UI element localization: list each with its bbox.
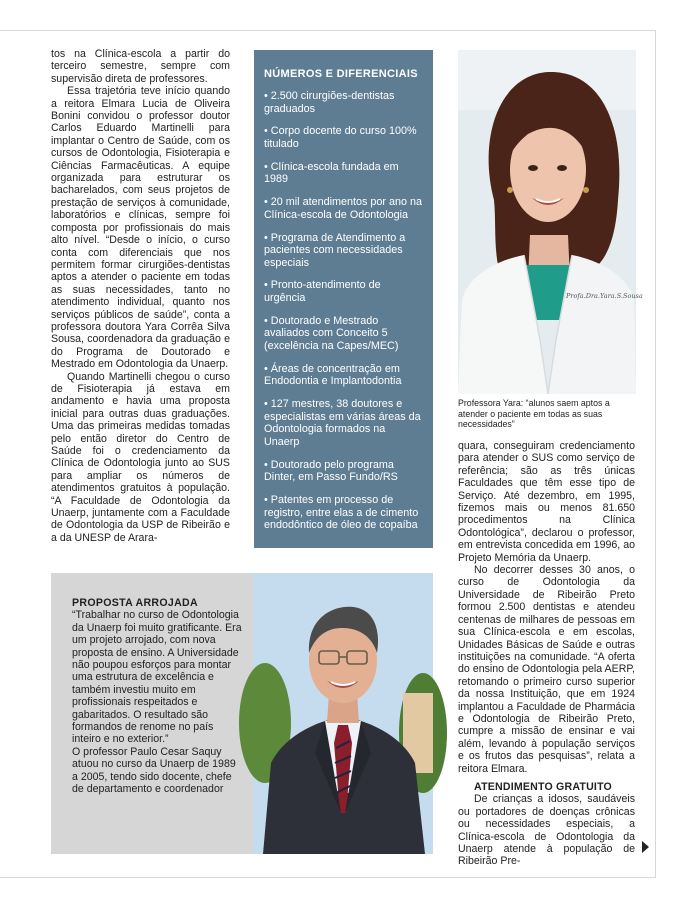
professor-yara-photo [458, 50, 643, 394]
numbers-list-item: • Doutorado e Mestrado avaliados com Conceito 5 (excelência na Capes/MEC) [264, 314, 399, 353]
professor-yara-illustration [458, 50, 643, 394]
numbers-list-item: • Áreas de concentração em Endodontia e Implantodontia [264, 362, 402, 388]
numbers-list-item: • Corpo docente do curso 100% titulado [264, 125, 417, 150]
numbers-and-differentials-box [254, 50, 433, 548]
article-paragraph: tos na Clínica-escola a partir do terceiro semestre, sempre com supervisão direta de professores. [51, 48, 230, 85]
proposta-box-title: PROPOSTA ARROJADA [72, 597, 198, 609]
coat-label: Profa.Dra.Yara.S.Sousa [566, 292, 643, 300]
article-paragraph: quara, conseguiram credenciamento para atender o SUS como serviço de referência; são as três únicas Faculdades que têm esse tipo de Serviço. Até dezembro, em 1995, fizemos mais ou menos 81.650 procedimentos na Clínica Odontológica”, declarou o professor, em entrevista concedida em 1996, ao Projeto Memória da Unaerp. [458, 440, 635, 564]
article-column-3 [458, 440, 635, 868]
numbers-list-item: • Patentes em processo de registro, entre elas a de cimento endodôntico de óleo de copaíba [264, 494, 419, 532]
numbers-list-item: • Pronto-atendimento de urgência [264, 279, 381, 305]
proposta-arrojada-text [72, 597, 242, 796]
numbers-box-title: NÚMEROS E DIFERENCIAIS [264, 68, 418, 80]
proposta-bio: O professor Paulo Cesar Saquy atuou no curso da Unaerp de 1989 a 2005, tendo sido docente, chefe de departamento e coordenador [72, 745, 236, 796]
numbers-list [264, 90, 423, 532]
article-paragraph: De crianças a idosos, saudáveis ou portadores de doenças crônicas ou necessidades especiais, a Clínica-escola de Odontologia da Unaerp atende à população de Ribeirão Pre- [458, 793, 635, 868]
professor-paulo-photo [253, 573, 433, 854]
numbers-list-item: • 127 mestres, 38 doutores e especialistas em várias áreas da Odontologia formados na Unaerp [264, 398, 421, 448]
numbers-list-item: • Clínica-escola fundada em 1989 [264, 160, 399, 186]
article-paragraph: No decorrer desses 30 anos, o curso de Odontologia da Universidade de Ribeirão Preto formou 2.500 dentistas e atendeu centenas de milhares de pessoas em sua Clínica-escola e em escolas, Unidades Básicas de Saúde e outras instituições na comunidade. “A oferta do ensino de Odontologia pela AERP, retomando o primeiro curso superior da nossa Instituição, que em 1924 implantou a Faculdade de Pharmácia e Odontologia de Ribeirão Preto, cumpre a missão de ensinar e vai além, levando à população serviços e os frutos das pesquisas”, relata a reitora Elmara. [458, 564, 635, 775]
section-subheading: ATENDIMENTO GRATUITO [474, 780, 612, 793]
photo-caption: Professora Yara: “alunos saem aptos a atender o paciente em todas as suas necessidades” [458, 398, 610, 430]
article-paragraph: Quando Martinelli chegou o curso de Fisioterapia já estava em andamento e havia uma proposta inicial para outras duas graduações. Uma das primeiras medidas tomadas pelo então diretor do Centro de Saúde foi o credenciamento da Clínica de Odontologia junto ao SUS para ampliar os números de atendimentos gratuitos à população. “A Faculdade de Odontologia da Unaerp, juntamente com a Faculdade de Odontologia da USP de Ribeirão e a da UNESP de Arara- [51, 370, 230, 544]
next-page-arrow-icon[interactable] [642, 841, 649, 853]
numbers-list-item: • 2.500 cirurgiões-dentistas graduados [264, 90, 395, 115]
article-paragraph: Essa trajetória teve início quando a reitora Elmara Lucia de Oliveira Bonini convidou o professor doutor Carlos Eduardo Martinelli para implantar o Centro de Saúde, com os cursos de Odontologia, Fisioterapia e Ciências Farmacêuticas. A equipe organizada para estruturar os bacharelados, com seus projetos de prestação de serviços à comunidade, laboratórios e clínicas, sempre foi composta por profissionais do mais alto nível. “Desde o início, o curso conta com diferenciais que nos permitem formar cirurgiões-dentistas aptos a atender o paciente em todas as suas necessidades, tanto no atendimento individual, quanto nos serviços públicos de saúde”, conta a professora doutora Yara Corrêa Silva Sousa, coordenadora da graduação e do Programa de Doutorado e Mestrado em Odontologia da Unaerp. [51, 85, 230, 371]
article-column-1 [51, 48, 230, 544]
professor-paulo-illustration [253, 573, 433, 854]
numbers-list-item: • Doutorado pelo programa Dinter, em Passo Fundo/RS [264, 458, 398, 484]
proposta-quote: “Trabalhar no curso de Odontologia da Unaerp foi muito gratificante. Era um projeto arrojado, com nova proposta de ensino. A Universidade não poupou esforços para montar uma estrutura de excelência e também investiu muito em profissionais respeitados e gabaritados. O resultado são formandos de renome no país inteiro e no exterior.” [72, 609, 242, 746]
numbers-list-item: • 20 mil atendimentos por ano na Clínica-escola de Odontologia [264, 196, 423, 221]
numbers-list-item: • Programa de Atendimento a pacientes com necessidades especiais [264, 231, 406, 269]
